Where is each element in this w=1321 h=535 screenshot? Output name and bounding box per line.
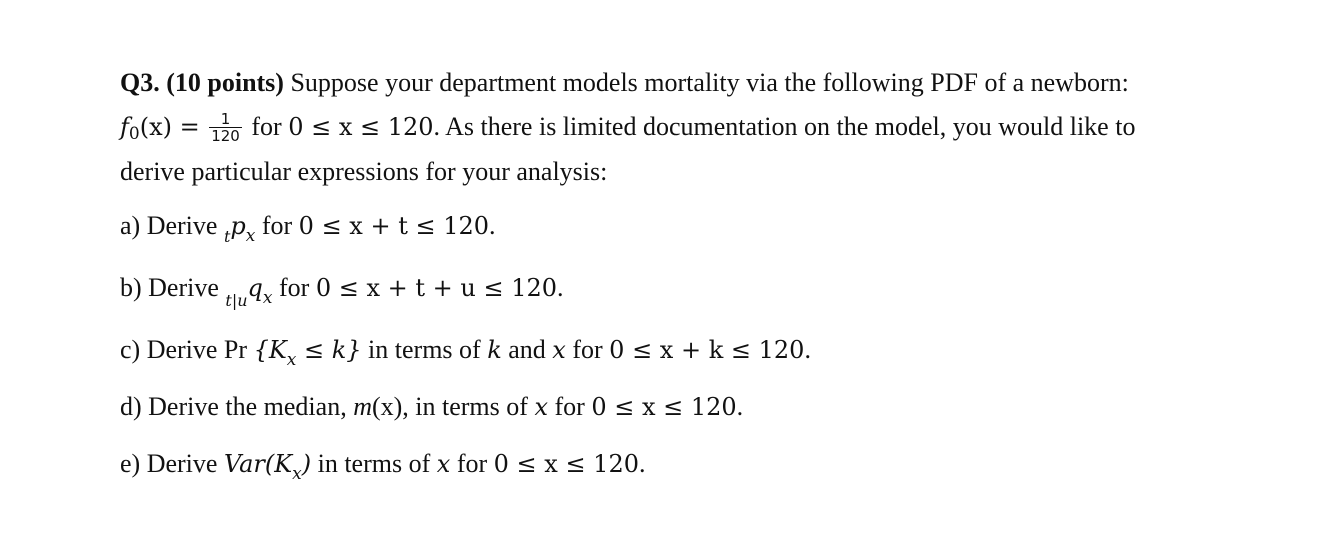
pdf-fraction-denominator: 120 [211, 126, 240, 145]
part-a-mid: for [255, 211, 299, 240]
part-a-condition: 0 ≤ x + t ≤ 120 [298, 212, 490, 240]
pdf-function-subscript: 0 [128, 124, 140, 144]
part-c [120, 335, 811, 368]
part-c-expression-close: ≤ k} [296, 336, 362, 364]
part-b-symbol: q [247, 274, 263, 302]
part-a-lead: a) Derive [120, 211, 224, 240]
part-a [120, 211, 496, 244]
part-d [120, 392, 743, 422]
pdf-fraction [209, 111, 242, 144]
part-b-subscript: x [262, 288, 273, 308]
question-label: Q3. (10 points) [120, 68, 284, 97]
part-e-expression-close: ) [301, 450, 312, 478]
part-c-lead: c) Derive Pr [120, 335, 254, 364]
part-a-presubscript: t [223, 227, 231, 246]
question-intro-text-3: derive particular expressions for your analysis: [120, 157, 608, 186]
document-page [120, 0, 1310, 535]
pdf-function-argument: (x) = [139, 113, 200, 141]
part-b-condition: 0 ≤ x + t + u ≤ 120 [315, 274, 558, 302]
part-e-mid-1: in terms of [311, 449, 437, 478]
part-e-end: . [639, 449, 646, 478]
part-a-symbol: p [230, 212, 246, 240]
part-a-end: . [489, 211, 496, 240]
part-d-argument: (x), in terms of [371, 392, 535, 421]
part-c-end: . [804, 335, 811, 364]
question-intro-text-1: Suppose your department models mortality via the following PDF of a newborn: [283, 68, 1129, 97]
part-c-condition: 0 ≤ x + k ≤ 120 [609, 336, 805, 364]
question-intro-text-2a: for [244, 112, 289, 141]
pdf-fraction-numerator: 1 [209, 111, 242, 128]
part-e-lead: e) Derive [120, 449, 224, 478]
part-c-mid-3: for [565, 335, 610, 364]
part-e-variable-x: x [436, 450, 451, 478]
part-b-end: . [557, 273, 564, 302]
part-d-variable-x: x [534, 393, 548, 421]
part-c-expression-subscript: x [286, 350, 297, 370]
part-b [120, 273, 564, 310]
part-d-end: . [736, 392, 744, 421]
part-b-mid: for [272, 273, 316, 302]
part-e-expression-subscript: x [292, 464, 302, 484]
part-e-mid-2: for [450, 449, 494, 478]
part-b-presubscript: t|u [225, 291, 248, 310]
part-e-condition: 0 ≤ x ≤ 120 [493, 450, 639, 478]
question-intro-line-3 [120, 157, 607, 187]
part-d-condition: 0 ≤ x ≤ 120 [591, 393, 737, 421]
pdf-domain-range: 0 ≤ x ≤ 120 [288, 113, 434, 141]
question-intro-line-2 [120, 109, 1136, 146]
part-b-lead: b) Derive [120, 273, 226, 302]
part-d-lead: d) Derive the median, [120, 392, 354, 421]
part-c-mid-2: and [501, 335, 553, 364]
part-e-expression: Var(K [223, 450, 293, 478]
question-intro-text-2b: . As there is limited documentation on the model, you would like to [433, 112, 1136, 141]
part-e [120, 449, 646, 482]
part-c-expression-open: {K [253, 336, 287, 364]
part-d-median-symbol: m [353, 392, 372, 421]
part-d-mid: for [547, 392, 592, 421]
part-c-variable-k: k [487, 336, 502, 364]
part-c-mid-1: in terms of [361, 335, 488, 364]
part-c-variable-x: x [552, 336, 566, 364]
pdf-function-name: f [120, 113, 129, 141]
part-a-subscript: x [245, 226, 256, 246]
question-intro-line-1 [120, 68, 1129, 98]
